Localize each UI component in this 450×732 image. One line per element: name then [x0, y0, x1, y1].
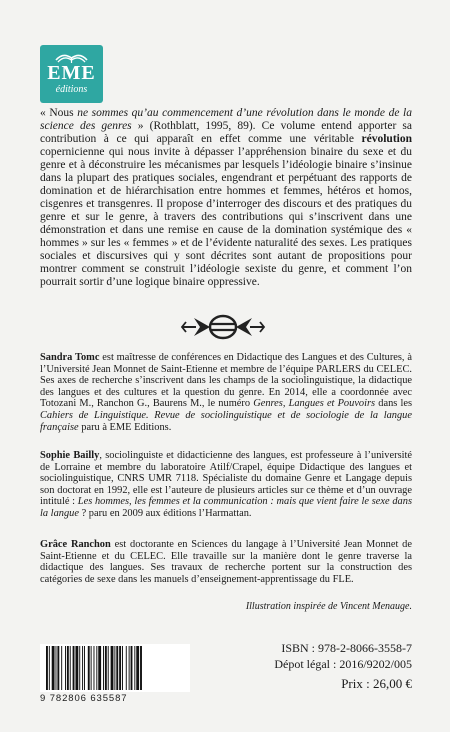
illustration-credit: Illustration inspirée de Vincent Menauge.	[245, 601, 412, 612]
author-bio-tomc: Sandra Tomc est maîtresse de conférences en Didactique des Langues et des Cultures, à l’Université Jean Monnet de Saint-Etienne et membre de l’équipe PARLERS du CELEC. Ses axes de recherche s’inscrivent dans les champs de la sociolinguistique, la didactique des langues et des cultures et la question du genre. En 2014, elle a coordonnée avec Totozani M., Ranchon G., Baurens M., le numéro Genres, Langues et Pouvoirs dans les Cahiers de Linguistique. Revue de sociolinguistique et de sociologie de la langue française paru à EME Editions.	[40, 352, 412, 433]
ornament-divider-icon	[180, 314, 266, 340]
logo-title: EME	[47, 62, 96, 84]
barcode-icon	[40, 644, 190, 692]
barcode-number: 9 782806 635587	[40, 693, 128, 704]
author-bio-bailly: Sophie Bailly, sociolinguiste et didacticienne des langues, est professeure à l’université de Lorraine et membre du laboratoire Atilf/Crapel, équipe Didactique des langues et sociolinguistique, CNRS UMR 7118. Spécialiste du domaine Genre et Langage depuis son doctorat en 1992, elle est l’auteure de plusieurs articles sur ce thème et d’un ouvrage intitulé : Les hommes, les femmes et la communication : mais que vient faire le sexe dans la langue ? paru en 2009 aux éditions l’Harmattan.	[40, 450, 412, 519]
logo-subtitle: éditions	[55, 84, 88, 95]
publisher-logo	[40, 45, 103, 103]
legal-deposit-text: Dépot légal : 2016/9202/005	[274, 657, 412, 671]
isbn-text: ISBN : 978-2-8066-3558-7	[281, 641, 412, 655]
price-text: Prix : 26,00 €	[341, 676, 412, 691]
author-bio-ranchon: Grâce Ranchon est doctorante en Sciences du langage à l’Université Jean Monnet de Saint-Etienne et du CELEC. Elle travaille sur la manière dont le genre traverse la didactique des langues. Ses travaux de recherche portent sur la construction des catégories de sexe dans les manuels d’enseignement-apprentissage du FLE.	[40, 539, 412, 585]
intro-paragraph: « Nous ne sommes qu’au commencement d’une révolution dans le monde de la science des genres » (Rothblatt, 1995, 89). Ce volume entend apporter sa contribution à ce qui apparaît en effet comme une véritable révolution copernicienne qui nous invite à dépasser l’appréhension binaire du sexe et du genre et à déconstruire les mécanismes par lesquels l’idéologie binaire s’insinue dans la plupart des pratiques sociales, engendrant et perpétuant des rapports de domination et de hiérarchisation entre hommes et femmes, hétéros et homos, cisgenres et transgenres. Il propose d’interroger des discours et des pratiques du genre et sur le genre, à travers des contributions qui s’inscrivent dans une démonstration et dans une remise en cause de la domination systémique des « hommes » sur les « femmes » et de l’évidente naturalité des sexes. Les pratiques sociales et discursives qui y sont décrites sont autant de propositions pour montrer comment se construit l’idéologie sexiste du genre, et comment l’on pourrait sortir d’une logique binaire oppressive.	[40, 107, 413, 288]
